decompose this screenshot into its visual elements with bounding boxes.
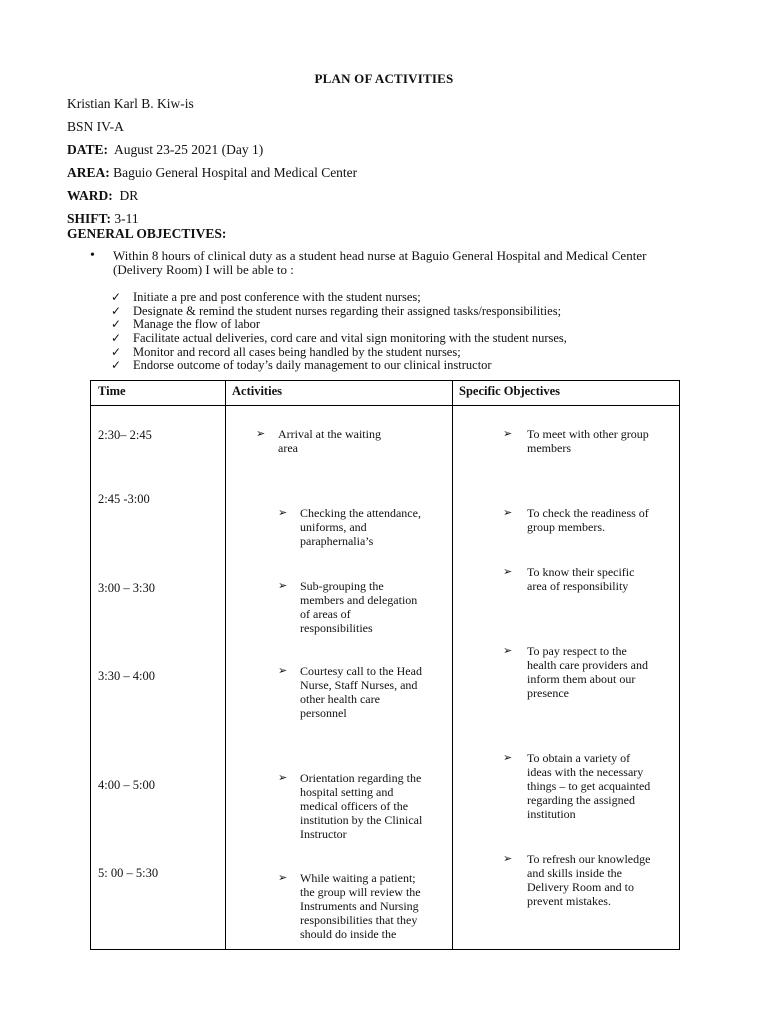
list-item: ✓ Initiate a pre and post conference with the student nurses; — [111, 290, 421, 304]
student-section: BSN IV-A — [67, 119, 124, 134]
arrowhead-icon: ➢ — [278, 507, 288, 519]
date-line — [67, 142, 263, 158]
list-item: ✓ Endorse outcome of today’s daily management to our clinical instructor — [111, 358, 492, 373]
area-value: Baguio General Hospital and Medical Center — [113, 165, 358, 180]
activity-cell: ➢ Orientation regarding the hospital setting and medical officers of the institution by the Clinical Instructor — [278, 771, 423, 841]
checkmark-icon: ✓ — [111, 344, 122, 359]
ward-label: WARD: — [67, 188, 113, 203]
time-cell: 2:45 -3:00 — [98, 492, 150, 506]
checkmark-icon: ✓ — [111, 331, 122, 346]
arrowhead-icon: ➢ — [503, 507, 513, 519]
shift-label: SHIFT: — [67, 211, 112, 226]
header-specific-objectives: Specific Objectives — [459, 384, 561, 398]
objective-cell: ➢ To pay respect to the health care providers and inform them about our presence — [503, 644, 648, 700]
checkmark-icon: ✓ — [111, 290, 122, 304]
objective-cell: ➢ To obtain a variety of ideas with the necessary things – to get acquainted regarding the assigned institution — [503, 751, 651, 821]
header-time: Time — [98, 384, 126, 398]
header-activities: Activities — [232, 384, 282, 398]
list-item: ✓ Monitor and record all cases being handled by the student nurses; — [111, 344, 461, 359]
list-item: ✓ Designate & remind the student nurses regarding their assigned tasks/responsibilities; — [111, 303, 562, 318]
arrowhead-icon: ➢ — [278, 872, 288, 884]
arrowhead-icon: ➢ — [278, 580, 288, 592]
arrowhead-icon: ➢ — [278, 772, 288, 784]
bullet-dot-icon: • — [90, 248, 95, 263]
area-label: AREA: — [67, 165, 110, 180]
arrowhead-icon: ➢ — [503, 853, 513, 865]
activity-cell: ➢ Checking the attendance, uniforms, and paraphernalia’s — [278, 506, 421, 548]
activity-cell: ➢ Sub-grouping the members and delegation of areas of responsibilities — [278, 579, 418, 635]
time-cell: 4:00 – 5:00 — [98, 778, 155, 792]
time-cell: 5: 00 – 5:30 — [98, 866, 159, 880]
objective-intro-line-1: Within 8 hours of clinical duty as a student head nurse at Baguio General Hospital and Medical Center — [113, 248, 647, 263]
activities-table — [90, 380, 680, 950]
arrowhead-icon: ➢ — [503, 566, 513, 578]
ward-line — [67, 188, 138, 204]
activity-cell: ➢ Courtesy call to the Head Nurse, Staff Nurses, and other health care personnel — [278, 664, 422, 720]
arrowhead-icon: ➢ — [503, 428, 513, 440]
objective-cell: ➢ To know their specific area of responsibility — [503, 565, 635, 593]
arrowhead-icon: ➢ — [278, 665, 288, 677]
objectives-heading: GENERAL OBJECTIVES: — [67, 226, 227, 241]
document-title: PLAN OF ACTIVITIES — [314, 71, 454, 86]
objectives-list — [111, 291, 567, 373]
objective-cell: ➢ To meet with other group members — [503, 427, 649, 455]
time-cell: 2:30– 2:45 — [98, 428, 152, 442]
objective-intro-line-2: (Delivery Room) I will be able to : — [113, 262, 294, 277]
date-value: August 23-25 2021 (Day 1) — [114, 142, 264, 157]
arrowhead-icon: ➢ — [256, 428, 266, 440]
arrowhead-icon: ➢ — [503, 645, 513, 657]
list-item: ✓ Facilitate actual deliveries, cord care and vital sign monitoring with the student nurses, — [111, 331, 567, 346]
time-cell: 3:30 – 4:00 — [98, 669, 155, 683]
shift-value: 3-11 — [114, 211, 139, 226]
list-item: ✓ Manage the flow of labor — [111, 317, 261, 332]
time-cell: 3:00 – 3:30 — [98, 581, 155, 595]
shift-line — [67, 211, 139, 227]
checkmark-icon: ✓ — [111, 317, 122, 332]
activity-cell: ➢ Arrival at the waiting area — [256, 427, 381, 455]
arrowhead-icon: ➢ — [503, 752, 513, 764]
objective-cell: ➢ To refresh our knowledge and skills inside the Delivery Room and to prevent mistakes. — [503, 852, 651, 908]
date-label: DATE: — [67, 142, 109, 157]
objective-cell: ➢ To check the readiness of group members. — [503, 506, 649, 534]
ward-value: DR — [119, 188, 139, 203]
student-name: Kristian Karl B. Kiw-is — [67, 96, 194, 111]
area-line — [67, 165, 357, 181]
checkmark-icon: ✓ — [111, 358, 122, 373]
activity-cell: ➢ While waiting a patient; the group will review the Instruments and Nursing responsibilities that they should do inside the — [278, 871, 421, 941]
checkmark-icon: ✓ — [111, 303, 122, 318]
